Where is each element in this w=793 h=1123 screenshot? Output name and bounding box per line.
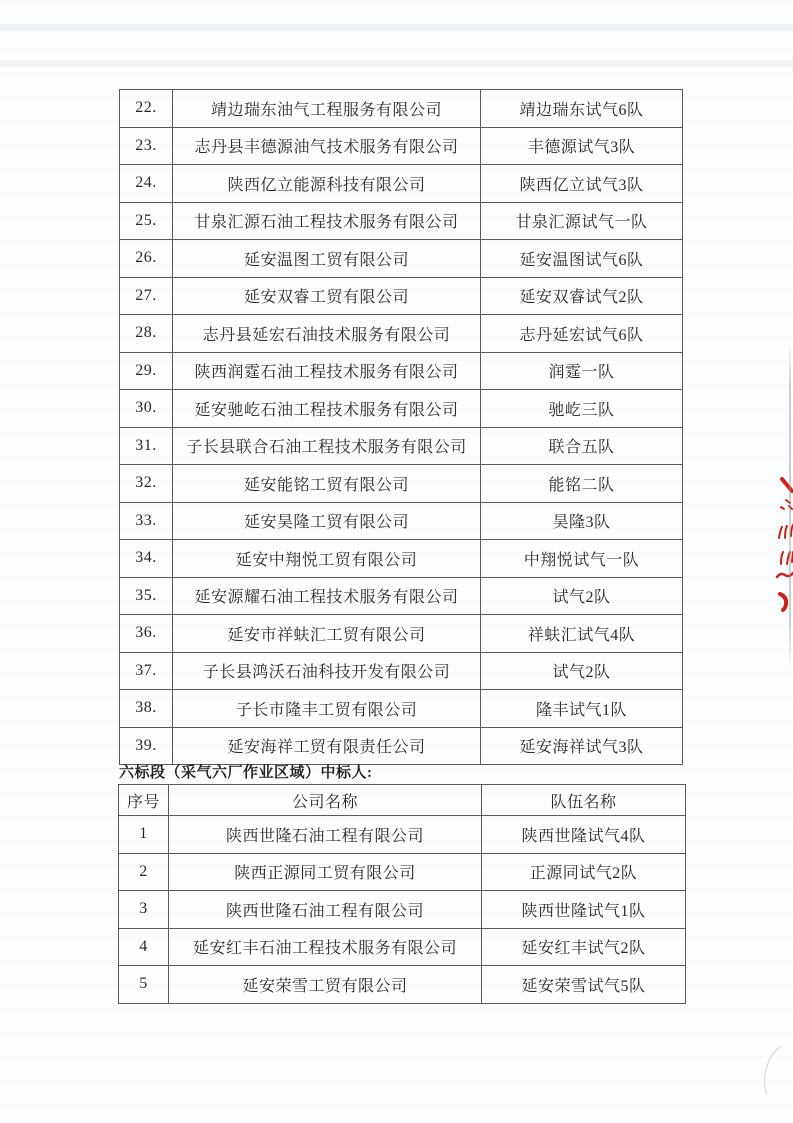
table-row xyxy=(119,891,686,929)
team-name-cell: 延安温图试气6队 xyxy=(481,240,683,278)
table-row xyxy=(120,127,683,165)
company-name-cell: 延安温图工贸有限公司 xyxy=(173,240,481,278)
section6-winners-table xyxy=(118,784,686,1004)
company-name-cell: 延安中翔悦工贸有限公司 xyxy=(173,540,481,578)
scan-artifact-band xyxy=(0,24,793,31)
company-name-cell: 延安荣雪工贸有限公司 xyxy=(169,966,482,1004)
company-name-cell: 陕西正源同工贸有限公司 xyxy=(169,853,482,891)
company-name-cell: 甘泉汇源石油工程技术服务有限公司 xyxy=(173,202,481,240)
table-row xyxy=(120,165,683,203)
company-name-cell: 陕西世隆石油工程有限公司 xyxy=(169,891,482,929)
row-number-cell: 36. xyxy=(120,615,173,653)
table-row xyxy=(120,352,683,390)
company-name-cell: 陕西润霆石油工程技术服务有限公司 xyxy=(173,352,481,390)
row-number-cell: 25. xyxy=(120,202,173,240)
row-number-cell: 31. xyxy=(120,427,173,465)
row-number-cell: 26. xyxy=(120,240,173,278)
header-cell-no: 序号 xyxy=(119,785,169,816)
company-name-cell: 志丹县延宏石油技术服务有限公司 xyxy=(173,315,481,353)
company-name-cell: 志丹县丰德源油气技术服务有限公司 xyxy=(173,127,481,165)
table-row xyxy=(120,577,683,615)
row-number-cell: 32. xyxy=(120,465,173,503)
table-row xyxy=(120,690,683,728)
row-number-cell: 30. xyxy=(120,390,173,428)
team-name-cell: 联合五队 xyxy=(481,427,683,465)
company-name-cell: 靖边瑞东油气工程服务有限公司 xyxy=(173,90,481,128)
table-row xyxy=(120,315,683,353)
team-name-cell: 靖边瑞东试气6队 xyxy=(481,90,683,128)
table-row xyxy=(120,202,683,240)
team-name-cell: 试气2队 xyxy=(481,652,683,690)
row-number-cell: 34. xyxy=(120,540,173,578)
row-number-cell: 3 xyxy=(119,891,169,929)
team-name-cell: 润霆一队 xyxy=(481,352,683,390)
team-name-cell: 延安双睿试气2队 xyxy=(481,277,683,315)
team-name-cell: 延安荣雪试气5队 xyxy=(482,966,686,1004)
company-name-cell: 延安红丰石油工程技术服务有限公司 xyxy=(169,928,482,966)
team-name-cell: 隆丰试气1队 xyxy=(481,690,683,728)
team-name-cell: 昊隆3队 xyxy=(481,502,683,540)
team-name-cell: 陕西世隆试气1队 xyxy=(482,891,686,929)
row-number-cell: 39. xyxy=(120,727,173,765)
row-number-cell: 23. xyxy=(120,127,173,165)
table-row xyxy=(120,502,683,540)
table-header-row xyxy=(119,785,686,816)
team-name-cell: 祥蚨汇试气4队 xyxy=(481,615,683,653)
header-cell-company: 公司名称 xyxy=(169,785,482,816)
company-name-cell: 延安双睿工贸有限公司 xyxy=(173,277,481,315)
row-number-cell: 29. xyxy=(120,352,173,390)
table-row xyxy=(120,540,683,578)
team-name-cell: 延安海祥试气3队 xyxy=(481,727,683,765)
section6-heading: 六标段（采气六厂作业区域）中标人: xyxy=(119,765,373,781)
table-row xyxy=(119,816,686,854)
company-name-cell: 子长县联合石油工程技术服务有限公司 xyxy=(173,427,481,465)
header-cell-team: 队伍名称 xyxy=(482,785,686,816)
row-number-cell: 1 xyxy=(119,816,169,854)
table-row xyxy=(119,853,686,891)
team-name-cell: 志丹延宏试气6队 xyxy=(481,315,683,353)
company-name-cell: 延安昊隆工贸有限公司 xyxy=(173,502,481,540)
team-name-cell: 甘泉汇源试气一队 xyxy=(481,202,683,240)
table-row xyxy=(119,928,686,966)
company-name-cell: 陕西世隆石油工程有限公司 xyxy=(169,816,482,854)
company-name-cell: 延安能铭工贸有限公司 xyxy=(173,465,481,503)
row-number-cell: 38. xyxy=(120,690,173,728)
company-name-cell: 子长市隆丰工贸有限公司 xyxy=(173,690,481,728)
table-row xyxy=(120,465,683,503)
team-name-cell: 延安红丰试气2队 xyxy=(482,928,686,966)
row-number-cell: 28. xyxy=(120,315,173,353)
table-row xyxy=(120,277,683,315)
row-number-cell: 33. xyxy=(120,502,173,540)
row-number-cell: 4 xyxy=(119,928,169,966)
team-name-cell: 正源同试气2队 xyxy=(482,853,686,891)
table-row xyxy=(120,390,683,428)
company-name-cell: 延安海祥工贸有限责任公司 xyxy=(173,727,481,765)
company-name-cell: 延安驰屹石油工程技术服务有限公司 xyxy=(173,390,481,428)
row-number-cell: 37. xyxy=(120,652,173,690)
table-row xyxy=(120,240,683,278)
team-name-cell: 陕西亿立试气3队 xyxy=(481,165,683,203)
row-number-cell: 24. xyxy=(120,165,173,203)
table-row xyxy=(120,727,683,765)
company-name-cell: 延安市祥蚨汇工贸有限公司 xyxy=(173,615,481,653)
team-name-cell: 中翔悦试气一队 xyxy=(481,540,683,578)
team-name-cell: 陕西世隆试气4队 xyxy=(482,816,686,854)
row-number-cell: 27. xyxy=(120,277,173,315)
team-name-cell: 丰德源试气3队 xyxy=(481,127,683,165)
table-row xyxy=(120,615,683,653)
company-name-cell: 子长县鸿沃石油科技开发有限公司 xyxy=(173,652,481,690)
scan-artifact-band xyxy=(0,60,793,67)
team-name-cell: 驰屹三队 xyxy=(481,390,683,428)
table-row xyxy=(120,652,683,690)
row-number-cell: 2 xyxy=(119,853,169,891)
row-number-cell: 35. xyxy=(120,577,173,615)
row-number-cell: 22. xyxy=(120,90,173,128)
table-row xyxy=(120,90,683,128)
company-name-cell: 陕西亿立能源科技有限公司 xyxy=(173,165,481,203)
team-name-cell: 试气2队 xyxy=(481,577,683,615)
section5-winners-table xyxy=(119,89,683,765)
team-name-cell: 能铭二队 xyxy=(481,465,683,503)
table-row xyxy=(120,427,683,465)
page-corner-curl xyxy=(757,1036,793,1112)
row-number-cell: 5 xyxy=(119,966,169,1004)
red-seal-fragment-icon xyxy=(773,476,793,612)
company-name-cell: 延安源耀石油工程技术服务有限公司 xyxy=(173,577,481,615)
table-row xyxy=(119,966,686,1004)
